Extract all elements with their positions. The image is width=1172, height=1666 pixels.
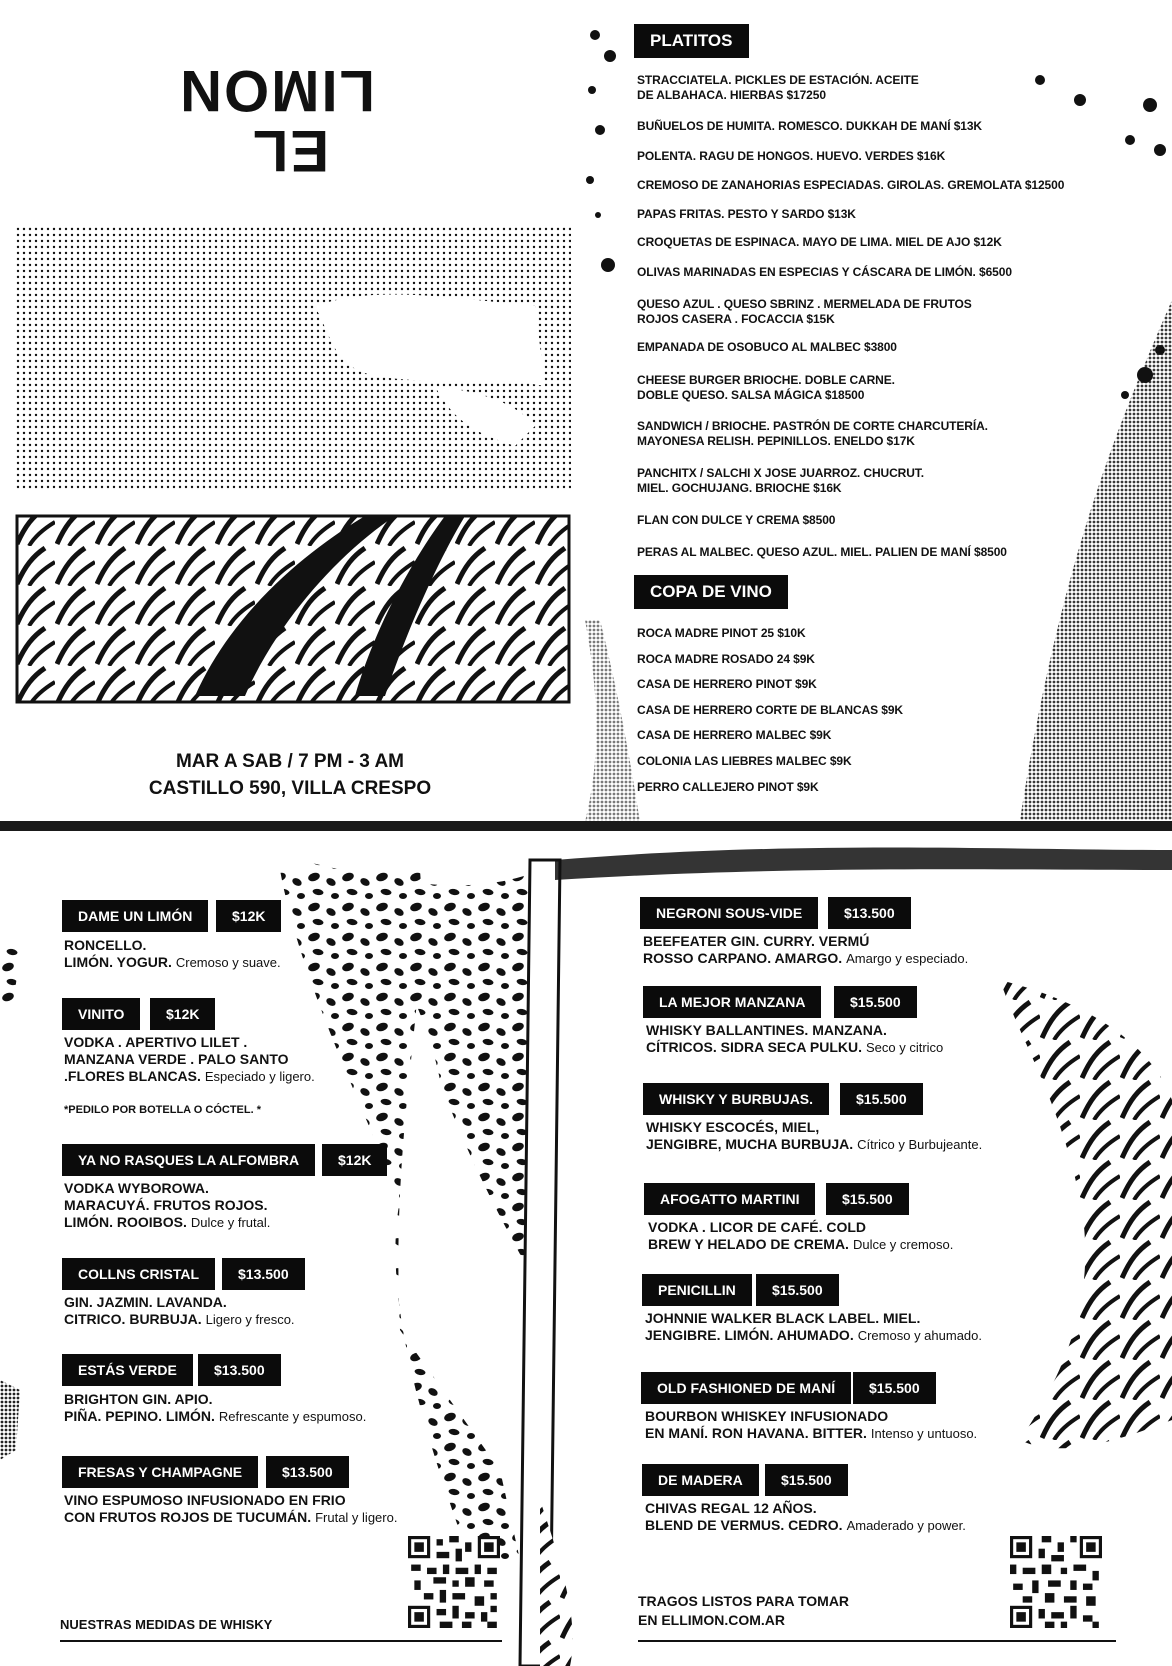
cocktail-desc [64,1391,366,1425]
cocktail-price: $13.500 [222,1258,305,1290]
platitos-heading: PLATITOS [634,24,749,58]
cocktail-desc [645,1408,977,1442]
hours-line: MAR A SAB / 7 PM - 3 AM [175,751,404,772]
desc-line: MARACUYÁ. FRUTOS ROJOS. [64,1197,268,1213]
footer-line: TRAGOS LISTOS PARA TOMAR [638,1593,850,1609]
cocktail-price: $13.500 [266,1456,349,1488]
platito-item: POLENTA. RAGU DE HONGOS. HUEVO. VERDES $16K [637,149,946,163]
taste-note: Refrescante y espumoso. [218,1409,367,1424]
desc-line: VODKA . APERTIVO LILET . [64,1034,248,1050]
cocktail-name: YA NO RASQUES LA ALFOMBRA [62,1144,315,1176]
desc-line: RONCELLO. [64,937,147,953]
desc-line: ROSSO CARPANO. AMARGO. [643,950,843,966]
desc-line: MANZANA VERDE . PALO SANTO [64,1051,289,1067]
cocktail-name: ESTÁS VERDE [62,1354,193,1386]
desc-line: BRIGHTON GIN. APIO. [64,1391,213,1407]
cocktail-price: $15.500 [756,1274,839,1306]
taste-note: Especiado y ligero. [204,1069,315,1084]
desc-line: .FLORES BLANCAS. [64,1068,201,1084]
cocktail-price: $12K [322,1144,387,1176]
taste-note: Intenso y untuoso. [870,1426,978,1441]
vino-heading: COPA DE VINO [634,575,788,609]
cocktail-price: $12K [150,998,215,1030]
online-order-text[interactable] [638,1592,849,1630]
cocktail-desc [64,1180,270,1231]
landscape-illustration [15,226,571,706]
cocktail-name: OLD FASHIONED DE MANÍ [641,1372,851,1404]
vino-item: ROCA MADRE ROSADO 24 $9K [637,652,815,666]
desc-line: WHISKY BALLANTINES. MANZANA. [646,1022,887,1038]
cocktail-name: DE MADERA [642,1464,759,1496]
footer-line: EN ELLIMON.COM.AR [638,1612,785,1628]
platito-item: PERAS AL MALBEC. QUESO AZUL. MIEL. PALIEN DE MANÍ $8500 [637,545,1007,559]
taste-note: Dulce y frutal. [190,1215,271,1230]
cocktail-price: $15.500 [840,1083,923,1115]
cocktail-name: WHISKY Y BURBUJAS. [643,1083,829,1115]
cocktail-desc [645,1310,982,1344]
cocktail-price: $15.500 [853,1372,936,1404]
qr-code-icon[interactable] [1010,1536,1102,1628]
taste-note: Dulce y cremoso. [852,1237,954,1252]
desc-line: VODKA . LICOR DE CAFÉ. COLD [648,1219,867,1235]
cocktail-desc [64,1294,295,1328]
desc-line: LIMÓN. ROOIBOS. [64,1214,187,1230]
taste-note: Amaderado y power. [846,1518,966,1533]
platito-item: FLAN CON DULCE Y CREMA $8500 [637,513,836,527]
opening-hours [120,748,460,802]
desc-line: JOHNNIE WALKER BLACK LABEL. MIEL. [645,1310,921,1326]
cocktail-name: FRESAS Y CHAMPAGNE [62,1456,258,1488]
logo-text: EL LIMON [178,58,375,183]
desc-line: BEEFEATER GIN. CURRY. VERMÚ [643,933,870,949]
cocktail-desc [646,1119,982,1153]
vino-item: CASA DE HERRERO CORTE DE BLANCAS $9K [637,703,903,717]
page-divider [0,821,1172,831]
cocktail-price: $15.500 [826,1183,909,1215]
taste-note: Amargo y especiado. [846,951,969,966]
address-line: CASTILLO 590, VILLA CRESPO [148,778,432,799]
desc-line: PIÑA. PEPINO. LIMÓN. [64,1408,215,1424]
desc-line: BLEND DE VERMUS. CEDRO. [645,1517,843,1533]
cocktail-name: LA MEJOR MANZANA [643,986,821,1018]
desc-line: CHIVAS REGAL 12 AÑOS. [645,1500,817,1516]
platito-item: CROQUETAS DE ESPINACA. MAYO DE LIMA. MIEL DE AJO $12K [637,235,1002,249]
desc-line: WHISKY ESCOCÉS, MIEL, [646,1119,820,1135]
vino-item: COLONIA LAS LIEBRES MALBEC $9K [637,754,852,768]
desc-line: CÍTRICOS. SIDRA SECA PULKU. [646,1039,862,1055]
platito-item: EMPANADA DE OSOBUCO AL MALBEC $3800 [637,340,897,354]
vino-item: CASA DE HERRERO PINOT $9K [637,677,817,691]
cocktail-desc [646,1022,943,1056]
platito-item: CREMOSO DE ZANAHORIAS ESPECIADAS. GIROLAS. GREMOLATA $12500 [637,178,1065,192]
desc-line: JENGIBRE, MUCHA BURBUJA. [646,1136,854,1152]
bottle-footnote: *PEDILO POR BOTELLA O CÓCTEL. * [64,1104,261,1116]
platito-item: PAPAS FRITAS. PESTO Y SARDO $13K [637,207,856,221]
taste-note: Frutal y ligero. [315,1510,398,1525]
cocktail-name: NEGRONI SOUS-VIDE [640,897,818,929]
taste-note: Ligero y fresco. [205,1312,295,1327]
vino-item: PERRO CALLEJERO PINOT $9K [637,780,819,794]
desc-line: CITRICO. BURBUJA. [64,1311,202,1327]
taste-note: Seco y citrico [865,1040,944,1055]
cocktail-name: AFOGATTO MARTINI [644,1183,815,1215]
cocktail-desc [643,933,968,967]
taste-note: Cítrico y Burbujeante. [857,1137,983,1152]
brand-logo [178,58,375,200]
desc-line: BOURBON WHISKEY INFUSIONADO [645,1408,889,1424]
platito-item: STRACCIATELA. PICKLES DE ESTACIÓN. ACEITE DE ALBAHACA. HIERBAS $17250 [637,73,919,102]
qr-code-icon[interactable] [408,1536,500,1628]
cocktail-name: PENICILLIN [642,1274,752,1306]
cocktail-name: VINITO [62,998,140,1030]
platito-item: OLIVAS MARINADAS EN ESPECIAS Y CÁSCARA DE LIMÓN. $6500 [637,265,1012,279]
platito-item: CHEESE BURGER BRIOCHE. DOBLE CARNE. DOBLE QUESO. SALSA MÁGICA $18500 [637,373,895,402]
cocktail-desc [64,937,281,971]
cocktail-name: DAME UN LIMÓN [62,900,208,932]
cocktail-desc [645,1500,966,1534]
vino-item: ROCA MADRE PINOT 25 $10K [637,626,806,640]
platito-item: PANCHITX / SALCHI X JOSE JUARROZ. CHUCRUT. MIEL. GOCHUJANG. BRIOCHE $16K [637,466,924,495]
desc-line: CON FRUTOS ROJOS DE TUCUMÁN. [64,1509,312,1525]
whisky-measures-link[interactable]: NUESTRAS MEDIDAS DE WHISKY [60,1617,273,1632]
cocktail-price: $15.500 [834,986,917,1018]
cocktail-desc [64,1034,315,1085]
cocktail-price: $15.500 [765,1464,848,1496]
desc-line: VINO ESPUMOSO INFUSIONADO EN FRIO [64,1492,346,1508]
platito-item: SANDWICH / BRIOCHE. PASTRÓN DE CORTE CHARCUTERÍA. MAYONESA RELISH. PEPINILLOS. ENELDO $17K [637,419,988,448]
taste-note: Cremoso y suave. [175,955,281,970]
platito-item: BUÑUELOS DE HUMITA. ROMESCO. DUKKAH DE MANÍ $13K [637,119,982,133]
desc-line: LIMÓN. YOGUR. [64,954,172,970]
cocktail-price: $12K [216,900,281,932]
taste-note: Cremoso y ahumado. [857,1328,982,1343]
cocktail-desc [648,1219,953,1253]
vino-item: CASA DE HERRERO MALBEC $9K [637,728,832,742]
desc-line: JENGIBRE. LIMÓN. AHUMADO. [645,1327,854,1343]
cocktail-desc [64,1492,397,1526]
footer-rule-right [638,1640,1116,1642]
desc-line: VODKA WYBOROWA. [64,1180,209,1196]
platito-item: QUESO AZUL . QUESO SBRINZ . MERMELADA DE FRUTOS ROJOS CASERA . FOCACCIA $15K [637,297,972,326]
desc-line: GIN. JAZMIN. LAVANDA. [64,1294,227,1310]
footer-rule-left [60,1640,502,1642]
cocktail-price: $13.500 [198,1354,281,1386]
cocktail-price: $13.500 [828,897,911,929]
desc-line: BREW Y HELADO DE CREMA. [648,1236,849,1252]
desc-line: EN MANÍ. RON HAVANA. BITTER. [645,1425,867,1441]
cocktail-name: COLLNS CRISTAL [62,1258,215,1290]
